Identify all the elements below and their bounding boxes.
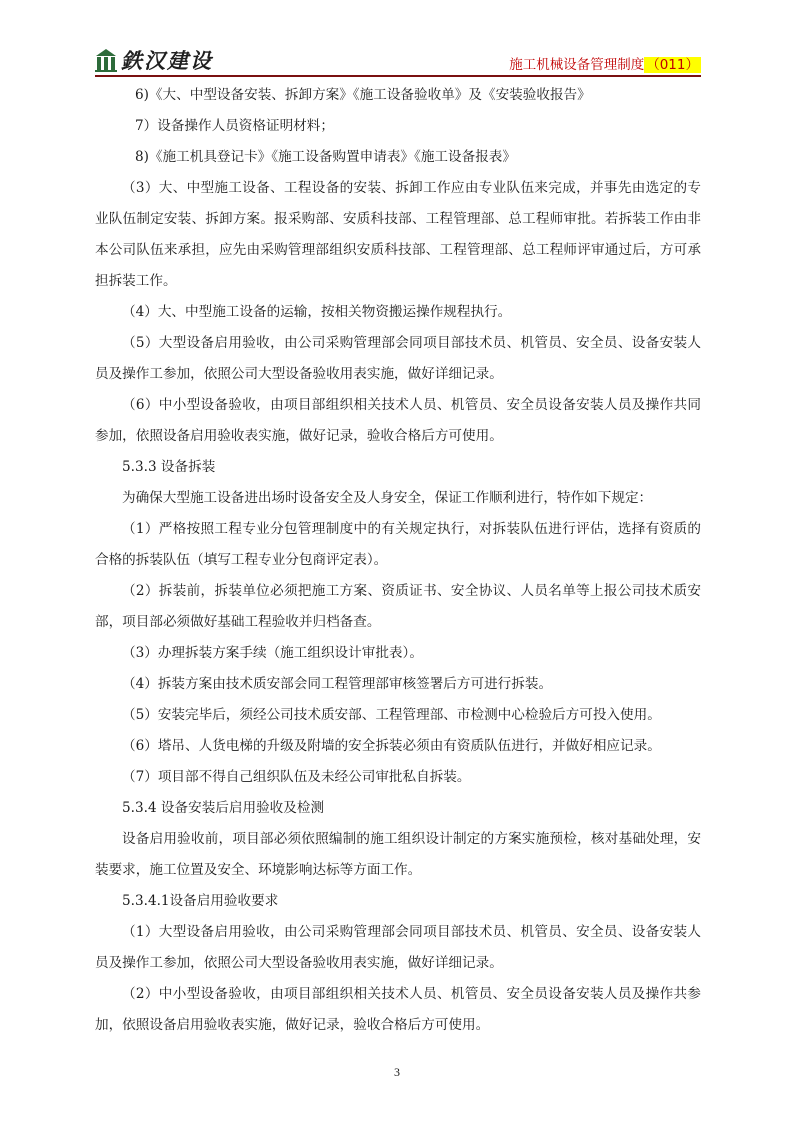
list-item: 6)《大、中型设备安装、拆卸方案》《施工设备验收单》及《安装验收报告》	[135, 87, 591, 103]
paragraph: 设备启用验收前，项目部必须依照编制的施工组织设计制定的方案实施预检，核对基础处理，安装要求，施工位置及安全、环境影响达标等方面工作。	[95, 831, 701, 878]
paragraph: （5）安装完毕后，须经公司技术质安部、工程管理部、市检测中心检验后方可投入使用。	[122, 707, 661, 723]
paragraph: （6）中小型设备验收，由项目部组织相关技术人员、机管员、安全员设备安装人员及操作共同参加，依照设备启用验收表实施，做好记录，验收合格后方可使用。	[95, 397, 701, 444]
paragraph: （5）大型设备启用验收，由公司采购管理部会同项目部技术员、机管员、安全员、设备安装人员及操作工参加，依照公司大型设备验收用表实施，做好详细记录。	[95, 335, 701, 382]
paragraph: （2）拆装前，拆装单位必须把施工方案、资质证书、安全协议、人员名单等上报公司技术质安部，项目部必须做好基础工程验收并归档备查。	[95, 583, 701, 630]
paragraph: （2）中小型设备验收，由项目部组织相关技术人员、机管员、安全员设备安装人员及操作共参加，依照设备启用验收表实施，做好记录，验收合格后方可使用。	[95, 986, 701, 1033]
paragraph: （1）大型设备启用验收，由公司采购管理部会同项目部技术员、机管员、安全员、设备安装人员及操作工参加，依照公司大型设备验收用表实施，做好详细记录。	[95, 924, 701, 971]
paragraph: （3）大、中型施工设备、工程设备的安装、拆卸工作应由专业队伍来完成，并事先由选定的专业队伍制定安装、拆卸方案。报采购部、安质科技部、工程管理部、总工程师审批。若拆装工作由非本公司队伍来承担，应先由采购管理部组织安质科技部、工程管理部、总工程师评审通过后，方可承担拆装工作。	[95, 180, 701, 289]
list-item: 8)《施工机具登记卡》《施工设备购置申请表》《施工设备报表》	[135, 149, 516, 165]
list-item: 7）设备操作人员资格证明材料；	[135, 118, 334, 134]
header-divider	[95, 75, 701, 77]
paragraph: （6）塔吊、人货电梯的升级及附墙的安全拆装必须由有资质队伍进行，并做好相应记录。	[122, 738, 661, 754]
subsection-heading: 5.3.4.1设备启用验收要求	[122, 893, 279, 909]
document-title-text: 施工机械设备管理制度	[509, 57, 645, 73]
document-code: （011）	[646, 57, 699, 73]
logo-text: 鉄汉建设	[121, 48, 213, 73]
document-body	[95, 80, 701, 1041]
company-logo	[95, 47, 213, 73]
page-header	[95, 44, 701, 76]
paragraph: （1）严格按照工程专业分包管理制度中的有关规定执行，对拆装队伍进行评估，选择有资质的合格的拆装队伍（填写工程专业分包商评定表）。	[95, 521, 701, 568]
paragraph: （4）大、中型施工设备的运输，按相关物资搬运操作规程执行。	[122, 304, 512, 320]
paragraph: 为确保大型施工设备进出场时设备安全及人身安全，保证工作顺利进行，特作如下规定：	[122, 490, 653, 506]
page-number: 3	[394, 1065, 400, 1079]
section-heading: 5.3.4 设备安装后启用验收及检测	[122, 800, 325, 816]
paragraph: （3）办理拆装方案手续（施工组织设计审批表）。	[122, 645, 423, 661]
document-title	[509, 53, 701, 73]
paragraph: （7）项目部不得自己组织队伍及未经公司审批私自拆装。	[122, 769, 471, 785]
logo-mark-icon	[95, 48, 117, 72]
section-heading: 5.3.3 设备拆装	[122, 459, 216, 475]
paragraph: （4）拆装方案由技术质安部会同工程管理部审核签署后方可进行拆装。	[122, 676, 553, 692]
